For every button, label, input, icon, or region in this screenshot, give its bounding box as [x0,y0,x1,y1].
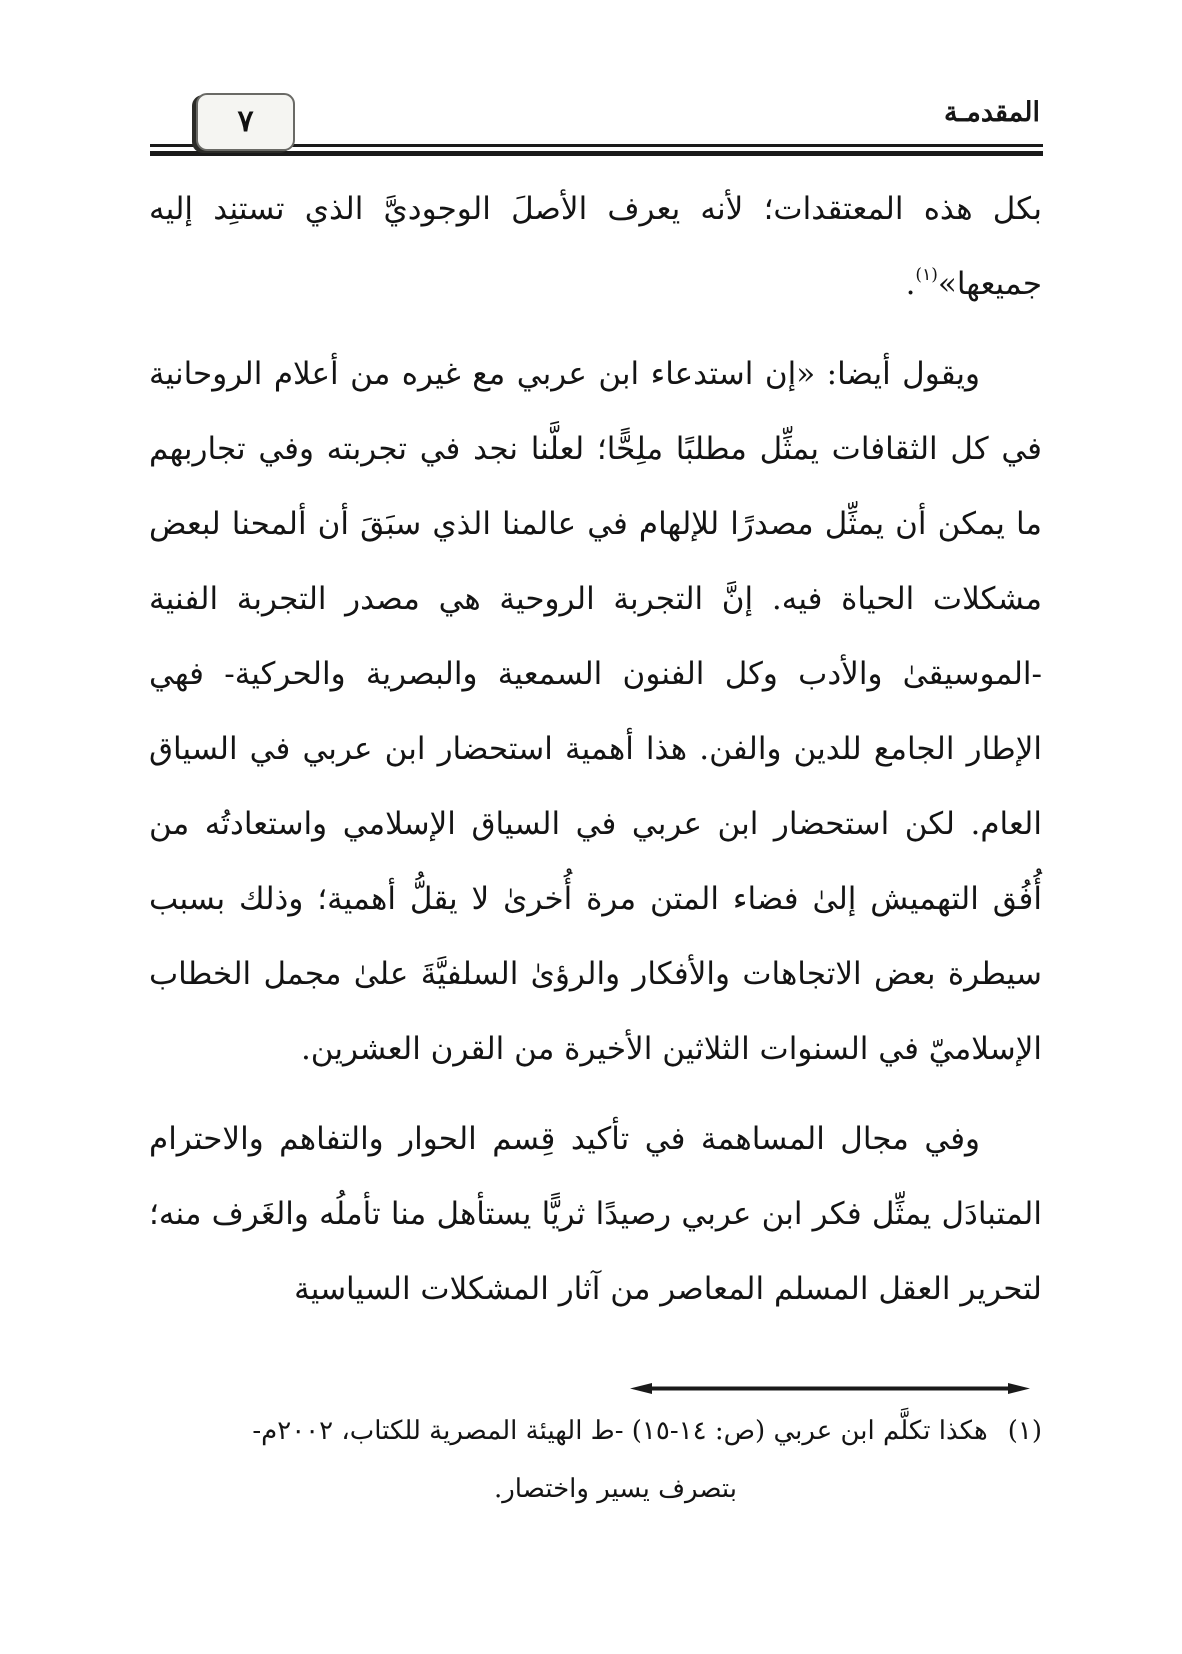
body-paragraph: وفي مجال المساهمة في تأكيد قِسم الحوار والتفاهم والاحترام المتبادَل يمثِّل فكر ابن عربي رصيدًا ثريًّا يستأهل منا تأملُه والغَرف منه؛ لتحرير العقل المسلم المعاصر من آثار المشكلات السياسية [149,1121,1042,1307]
page-number: ٧ [237,104,254,139]
footnote-marker: (١) [1007,1416,1042,1446]
paragraph-text: بكل هذه المعتقدات؛ لأنه يعرف الأصلَ الوجوديَّ الذي تستنِد إليه جميعها» [149,191,1042,302]
footnote-separator-arrow-icon [630,1382,1030,1395]
body-paragraph [149,172,1042,322]
footnote-line [149,1402,1042,1460]
footnote-text: هكذا تكلَّم ابن عربي (ص: ١٤-١٥) -ط الهيئة المصرية للكتاب، ٢٠٠٢م- [252,1416,988,1446]
footnote-ref: (١) [915,265,938,285]
paragraph-tail: . [905,266,916,302]
footnote-text-continued: بتصرف يسير واختصار. [493,1474,738,1504]
header-rule-thick [150,151,1043,156]
body-paragraph: ويقول أيضا: «إن استدعاء ابن عربي مع غيره من أعلام الروحانية في كل الثقافات يمثِّل مطلبًا ملِحًّا؛ لعلَّنا نجد في تجربته وفي تجاربهم ما يمكن أن يمثِّل مصدرًا للإلهام في عالمنا الذي سبَقَ أن ألمحنا لبعض مشكلات الحياة فيه. إنَّ التجربة الروحية هي مصدر التجربة الفنية -الموسيقىٰ والأدب وكل الفنون السمعية والبصرية والحركية- فهي الإطار الجامع للدين والفن. هذا أهمية استحضار ابن عربي في السياق العام. لكن استحضار ابن عربي في السياق الإسلامي واستعادتُه من أُفُق التهميش إلىٰ فضاء المتن مرة أُخرىٰ لا يقلُّ أهمية؛ وذلك بسبب سيطرة بعض الاتجاهات والأفكار والرؤىٰ السلفيَّةَ علىٰ مجمل الخطاب الإسلاميّ في السنوات الثلاثين الأخيرة من القرن العشرين. [149,356,1042,1067]
footnote [149,1402,1042,1518]
body-text [149,172,1042,1327]
section-title: المقدمـة [943,97,1040,128]
page-number-box [196,93,295,151]
